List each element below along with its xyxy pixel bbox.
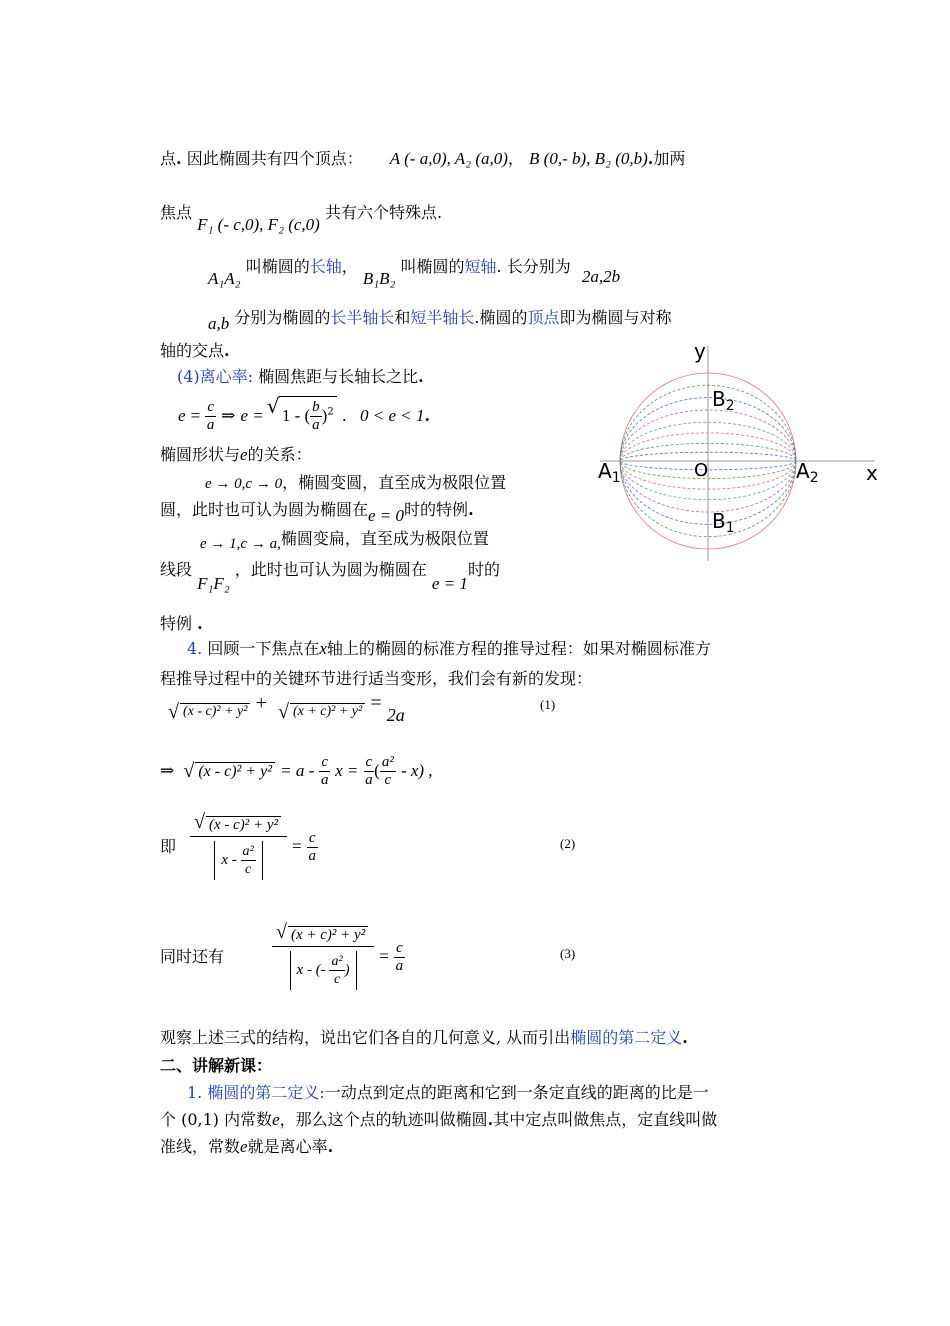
line-5: 轴的交点. [160,341,230,360]
line-18: 1. 椭圆的第二定义:一动点到定点的距离和它到一条定直线的距离的比是一 [187,1083,709,1102]
equation-3-label: 同时还有 [160,947,225,966]
equation-3: √ (x + c)² + y² x - (- $\frac{\text{a²}}{c}$ ) = $\frac{c}{a}$ [272,924,405,990]
line-4: a,b 分别为椭圆的长半轴长和短半轴长.椭圆的顶点即为椭圆与对称 [208,308,672,333]
ellipse-family-figure [590,336,890,566]
equation-2-label: 即 [160,837,177,856]
equation-2-tag: (2) [560,836,576,851]
vertex-b1-label: $B_1$ [712,509,735,536]
line-15: 程推导过程中的关键环节进行适当变形，我们会有新的发现： [160,669,593,688]
line-12: 线段 F₁F₂ ，此时也可认为圆为椭圆在 e = 1时的 [160,560,500,593]
section-heading: 二、讲解新课： [160,1056,273,1075]
vertex-b2-label: $B_2$ [712,387,735,414]
line-2: 焦点 F₁ (- c,0), F₂ (c,0) 共有六个特殊点. [160,203,443,234]
line-14: 4. 回顾一下焦点在x轴上的椭圆的标准方程的推导过程：如果对椭圆标准方 [187,639,711,658]
x-axis-label: x [866,461,878,485]
line-8: 椭圆形状与e的关系： [160,445,312,464]
line-10: 圆，此时也可认为圆为椭圆在e = 0时的特例. [160,500,474,525]
line-20: 准线，常数e就是离心率. [160,1137,334,1156]
origin-label: O [694,460,709,481]
line-3: A₁A₂ 叫椭圆的长轴， B₁B₂ 叫椭圆的短轴. 长分别为 2a,2b [208,257,621,288]
line-13: 特例 . [160,614,203,633]
equation-derived: ⇒ √ (x - c)² + y² = a - $\frac{c}{a}$ x = $\frac{c}{a}$ ( $\frac{\text{a²}}{c}$ - x) , [160,754,433,789]
line-9: e → 0,c → 0，椭圆变圆，直至成为极限位置 [205,473,507,492]
equation-3-tag: (3) [560,946,576,961]
line-16: 观察上述三式的结构，说出它们各自的几何意义, 从而引出椭圆的第二定义. [160,1028,688,1047]
equation-1-tag: (1) [540,697,556,712]
y-axis-label: y [694,339,706,363]
vertex-a2-label: $A_2$ [796,459,819,486]
equation-2: √ (x - c)² + y² x - $\frac{\text{a²}}{c}$ = $\frac{c}{a}$ [190,814,318,880]
line-11: e → 1,c → a,椭圆变扁，直至成为极限位置 [200,529,489,552]
line-6: (4)离心率: 椭圆焦距与长轴长之比. [177,367,424,386]
vertex-a1-label: $A_1$ [598,459,621,486]
line-19: 个 (0,1) 内常数e，那么这个点的轨迹叫做椭圆.其中定点叫做焦点，定直线叫做 [160,1110,718,1129]
equation-1: √ (x - c)² + y² + √ (x + c)² + y² = 2a [170,698,405,721]
line-7-eccentricity-formula: e = $\frac{c}{a}$ ⇒ e = √ 1 - ( $\frac{b}{a}$ )$^2$ . 0 < e < 1. [178,396,430,438]
line-1: 点. 因此椭圆共有四个顶点： A (- a,0), A₂ (a,0)， B (0,- b), B₂ (0,b).加两 [160,149,686,168]
